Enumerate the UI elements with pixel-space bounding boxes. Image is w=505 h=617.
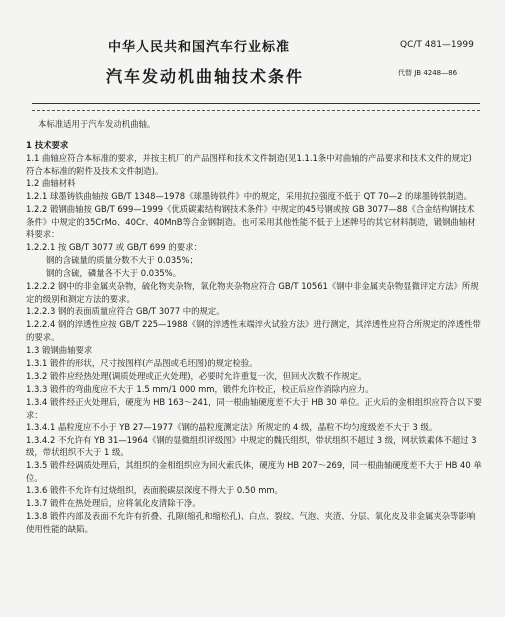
clause-1-3-3: 1.3.3 锻件的弯曲度应不大于 1.5 mm/1 000 mm，锻件允许校正，校正后应作消除内应力。 — [26, 383, 374, 394]
clause-1-3-4: 1.3.4 锻件经正火处理后，硬度为 HB 163～241，同一根曲轴硬度差不大于 HB 30 单位。正火后的金相组织应符合以下要求： — [26, 396, 482, 420]
document-title: 汽车发动机曲轴技术条件 — [106, 67, 305, 86]
header-rule-dashed — [32, 110, 480, 111]
clause-1-2-2: 1.2.2 锻钢曲轴按 GB/T 699—1999《优质碳素结构钢技术条件》中规定的45号钢或按 GB 3077—88《合金结构钢技术条件》中规定的35CrMo、40Cr、40MnB等合金钢制造。也可采用其他性能不低于上述牌号的其它材料制造，锻钢曲轴材料要求： — [26, 204, 476, 240]
clause-1-3-4-2: 1.3.4.2 不允许有 YB 31—1964《钢的显微组织评级图》中规定的魏氏组织，带状组织不超过 3 级，网状铁素体不超过 3 级，带状组织不大于 1 级。 — [26, 434, 477, 458]
clause-1-3: 1.3 锻钢曲轴要求 — [26, 344, 93, 355]
replaces-code: 代替 JB 4248—86 — [398, 69, 458, 77]
clause-1-3-1: 1.3.1 锻件的形状，尺寸按图样(产品图或毛坯图)的规定检验。 — [26, 357, 258, 368]
clause-1-2-2-2: 1.2.2.2 钢中的非金属夹杂物，硫化物夹杂物，氧化物夹杂物应符合 GB/T 10561《钢中非金属夹杂物显微评定方法》所规定的级别和测定方法的要求。 — [26, 281, 479, 304]
clause-1-2-2-3: 1.2.2.3 钢的表面质量应符合 GB/T 3077 中的规定。 — [26, 306, 225, 317]
clause-1-3-4-1: 1.3.4.1 晶粒度应不小于 YB 27—1977《钢的晶粒度测定法》所规定的 4 级，晶粒不均匀度级差不大于 3 级。 — [26, 422, 438, 433]
clause-1-2-2-4: 1.2.2.4 钢的淬透性应按 GB/T 225—1988《钢的淬透性末端淬火试验方法》进行测定，其淬透性应符合所规定的淬透性带的要求。 — [26, 319, 481, 342]
clause-item-b: 钢的含硫，磷量各不大于 0.035%。 — [46, 268, 182, 279]
scope-text: 本标准适用于汽车发动机曲轴。 — [38, 119, 156, 129]
section-heading: 1 技术要求 — [26, 140, 69, 151]
clause-1-3-7: 1.3.7 锻件在热处理后，应将氧化皮清除干净。 — [26, 498, 201, 509]
header-rule — [32, 103, 480, 104]
clause-1-1: 1.1 曲轴应符合本标准的要求，并按主机厂的产品图样和技术文件制造(见1.1.1条中对曲轴的产品要求和技术文件的规定) 符合本标准的附件及技术文件制造)。 — [26, 153, 472, 176]
spacer — [26, 131, 482, 139]
clause-item-a: 钢的含硫量的质量分数不大于 0.035%； — [46, 254, 198, 265]
clause-1-2: 1.2 曲轴材料 — [26, 178, 76, 189]
clause-1-3-5: 1.3.5 锻件经调质处理后，其组织的金相组织应为回火索氏体，硬度为 HB 207～269，同一根曲轴硬度差不大于 HB 40 单位。 — [26, 459, 482, 483]
document-body — [26, 118, 482, 536]
clause-1-3-8: 1.3.8 锻件内部及表面不允许有折叠、孔隙(缩孔和缩松孔)、白点、裂纹、气泡、夹渣、分层、氧化皮及非金属夹杂等影响使用性能的缺陷。 — [26, 511, 476, 534]
clause-1-3-2: 1.3.2 锻件应经热处理(调质处理或正火处理)，必要时允许重复一次，但回火次数不作规定。 — [26, 370, 367, 381]
clause-1-3-6: 1.3.6 锻件不允许有过烧组织，表面脱碳层深度不得大于 0.50 mm。 — [26, 485, 283, 496]
clause-1-2-1: 1.2.1 球墨铸铁曲轴按 GB/T 1348—1978《球墨铸铁件》中的规定，采用抗拉强度不低于 QT 70—2 的球墨铸铁制造。 — [26, 191, 473, 202]
standard-name: 中华人民共和国汽车行业标准 — [108, 40, 291, 55]
clause-1-2-2-1: 1.2.2.1 按 GB/T 3077 或 GB/T 699 的要求： — [26, 241, 202, 252]
standard-code: QC/T 481—1999 — [400, 40, 474, 50]
